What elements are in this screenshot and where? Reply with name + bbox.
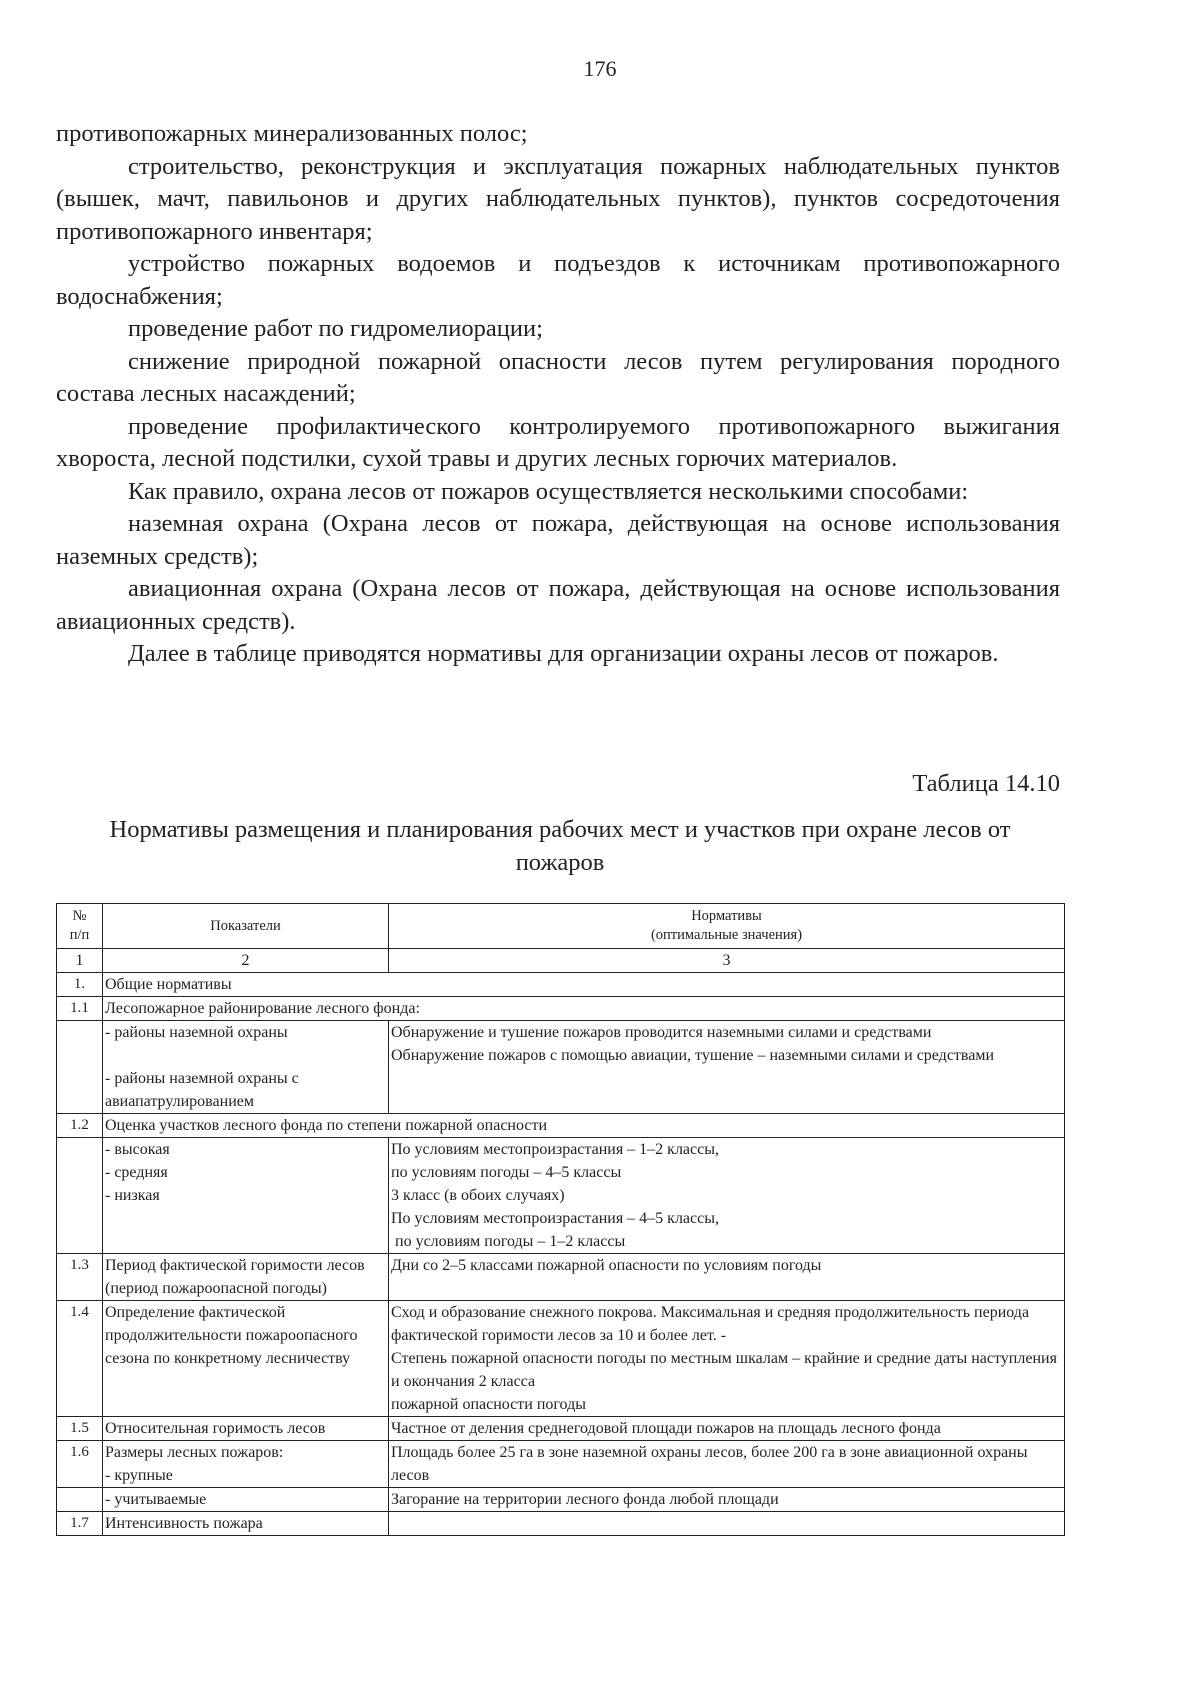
row-heading: Лесопожарное районирование лесного фонда:: [103, 997, 1065, 1021]
table-row: [57, 1021, 1065, 1114]
paragraph: снижение природной пожарной опасности лесов путем регулирования породного состава лесных насаждений;: [56, 347, 1060, 407]
paragraph: Как правило, охрана лесов от пожаров осуществляется несколькими способами:: [128, 477, 969, 505]
paragraph: противопожарных минерализованных полос;: [56, 120, 528, 147]
norm-cell: [389, 1512, 1065, 1536]
table-row: [57, 1488, 1065, 1512]
row-number: 1.1: [57, 997, 103, 1021]
table-row: [57, 1301, 1065, 1417]
norm-cell: Дни со 2–5 классами пожарной опасности по условиям погоды: [389, 1254, 1065, 1301]
row-number: 1.2: [57, 1114, 103, 1138]
paragraph: проведение работ по гидромелиорации;: [128, 315, 543, 342]
indicator-cell: - районы наземной охраны - районы наземной охраны с авиапатрулированием: [103, 1021, 389, 1114]
body-text: [56, 118, 1060, 671]
paragraph: строительство, реконструкция и эксплуатация пожарных наблюдательных пунктов (вышек, мачт, павильонов и других наблюдательных пунктов), пунктов сосредоточения противопожарного инвентаря;: [56, 152, 1060, 245]
column-number: 3: [389, 949, 1065, 973]
page-number: 176: [583, 56, 617, 81]
norms-table: [56, 903, 1065, 1536]
row-number: 1.4: [57, 1301, 103, 1417]
indicator-cell: Период фактической горимости лесов (период пожароопасной погоды): [103, 1254, 389, 1301]
header-num: № п/п: [57, 904, 103, 949]
paragraph: наземная охрана (Охрана лесов от пожара, действующая на основе использования наземных средств);: [56, 510, 1060, 570]
paragraph: устройство пожарных водоемов и подъездов к источникам противопожарного водоснабжения;: [56, 250, 1060, 310]
indicator-cell: - учитываемые: [103, 1488, 389, 1512]
paragraph: Далее в таблице приводятся нормативы для организации охраны лесов от пожаров.: [128, 640, 999, 667]
column-number: 1: [57, 949, 103, 973]
row-number: [57, 1488, 103, 1512]
indicator-cell: Определение фактической продолжительности пожароопасного сезона по конкретному лесничеству: [103, 1301, 389, 1417]
row-number: 1.7: [57, 1512, 103, 1536]
table-row: [57, 1417, 1065, 1441]
paragraph: авиационная охрана (Охрана лесов от пожара, действующая на основе использования авиационных средств).: [56, 575, 1060, 635]
table-row: [57, 1441, 1065, 1488]
header-indicators: Показатели: [103, 904, 389, 949]
column-number: 2: [103, 949, 389, 973]
table-title: Нормативы размещения и планирования рабочих мест и участков при охране лесов от пожаров: [109, 816, 1011, 876]
indicator-cell: - высокая - средняя - низкая: [103, 1138, 389, 1254]
table-row: [57, 1254, 1065, 1301]
table-row: [57, 1114, 1065, 1138]
column-number-row: [57, 949, 1065, 973]
header-norms: Нормативы (оптимальные значения): [389, 904, 1065, 949]
table-header-row: [57, 904, 1065, 949]
norm-cell: По условиям местопроизрастания – 1–2 классы, по условиям погоды – 4–5 классы 3 класс (в обоих случаях) По условиям местопроизрастания – 4–5 классы, по условиям погоды – 1–2 классы: [389, 1138, 1065, 1254]
norm-cell: Обнаружение и тушение пожаров проводится наземными силами и средствами Обнаружение пожаров с помощью авиации, тушение – наземными силами и средствами: [389, 1021, 1065, 1114]
row-number: 1.5: [57, 1417, 103, 1441]
table-label: Таблица 14.10: [912, 770, 1060, 797]
table-row: [57, 1138, 1065, 1254]
indicator-cell: Относительная горимость лесов: [103, 1417, 389, 1441]
paragraph: проведение профилактического контролируемого противопожарного выжигания хвороста, лесной подстилки, сухой травы и других лесных горючих материалов.: [56, 412, 1060, 472]
row-heading: Оценка участков лесного фонда по степени пожарной опасности: [103, 1114, 1065, 1138]
table-row: [57, 997, 1065, 1021]
table-row: [57, 1512, 1065, 1536]
row-number: 1.3: [57, 1254, 103, 1301]
row-number: [57, 1138, 103, 1254]
table-row: [57, 973, 1065, 997]
norm-cell: Частное от деления среднегодовой площади пожаров на площадь лесного фонда: [389, 1417, 1065, 1441]
norm-cell: Сход и образование снежного покрова. Максимальная и средняя продолжительность периода фактической горимости лесов за 10 и более лет. - Степень пожарной опасности погоды по местным шкалам – крайние и средние даты наступления и окончания 2 класса пожарной опасности погоды: [389, 1301, 1065, 1417]
norm-cell: Загорание на территории лесного фонда любой площади: [389, 1488, 1065, 1512]
norm-cell: Площадь более 25 га в зоне наземной охраны лесов, более 200 га в зоне авиационной охраны лесов: [389, 1441, 1065, 1488]
row-number: [57, 1021, 103, 1114]
indicator-cell: Интенсивность пожара: [103, 1512, 389, 1536]
row-number: 1.: [57, 973, 103, 997]
row-number: 1.6: [57, 1441, 103, 1488]
indicator-cell: Размеры лесных пожаров: - крупные: [103, 1441, 389, 1488]
section-heading: Общие нормативы: [103, 973, 1065, 997]
